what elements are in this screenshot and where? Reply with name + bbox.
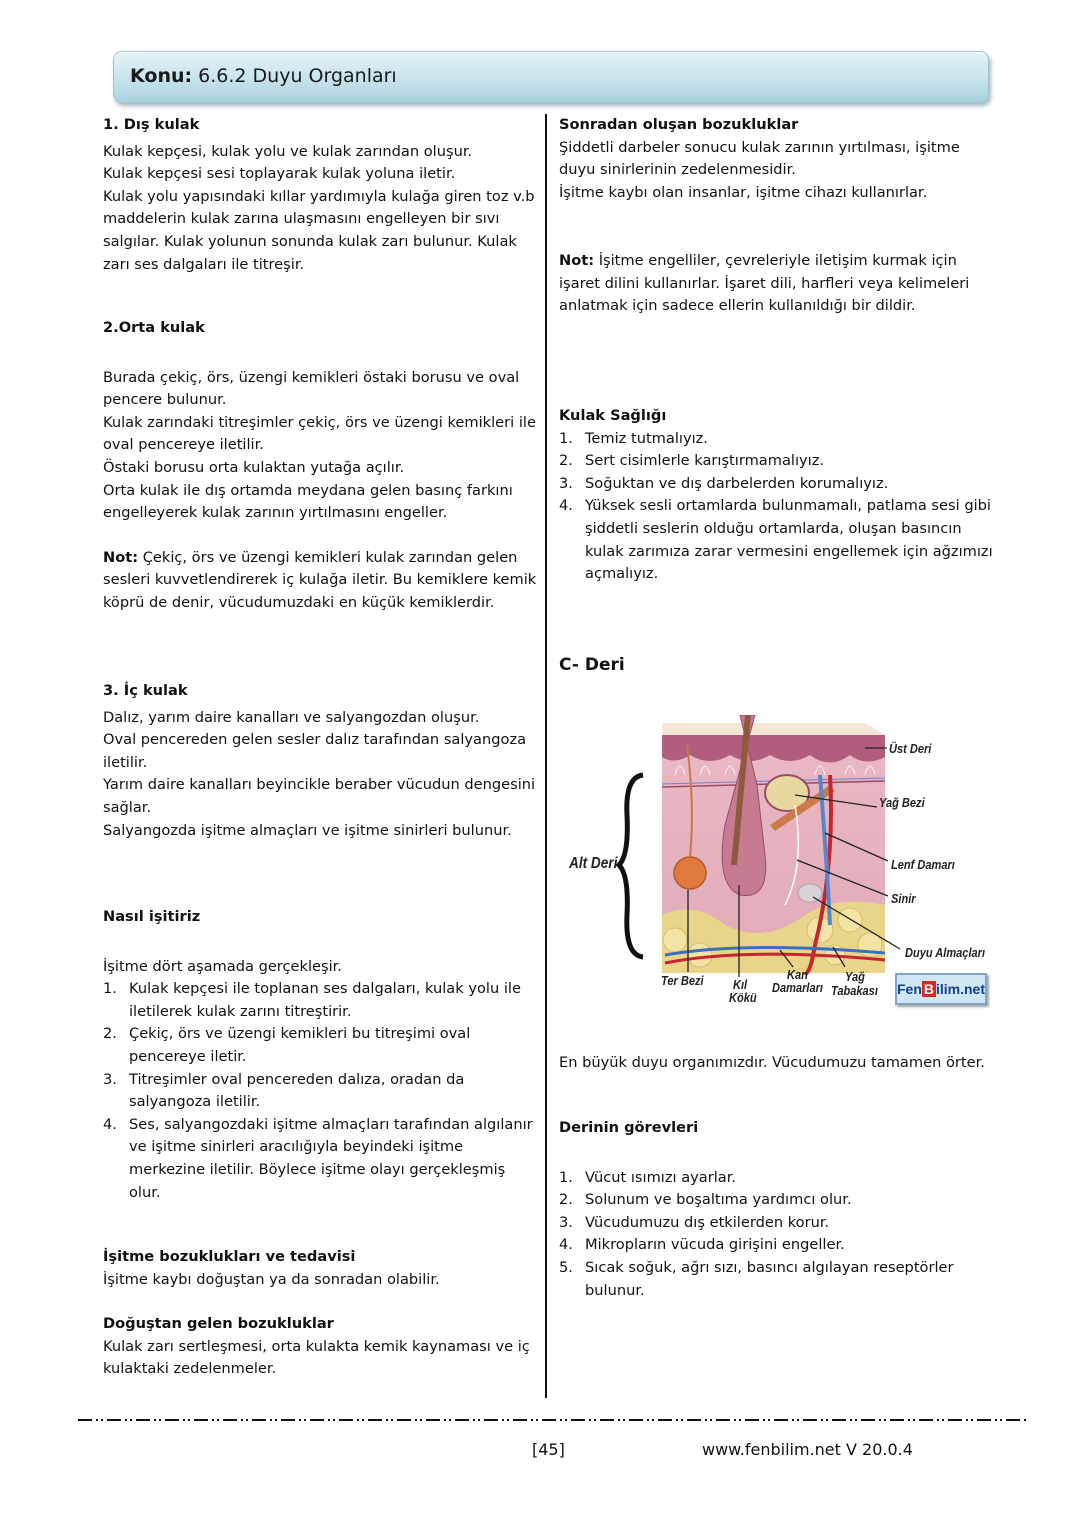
paragraph: En büyük duyu organımızdır. Vücudumuzu tamamen örter.: [559, 1054, 985, 1071]
label-kan-2: Damarları: [772, 980, 823, 995]
section-derinin-gorevleri: [559, 1117, 999, 1302]
list-item: 1. Temiz tutmalıyız.: [559, 429, 708, 447]
label-yag-tabakasi-2: Tabakası: [831, 983, 878, 998]
paragraph: Salyangozda işitme almaçları ve işitme sinirleri bulunur.: [103, 821, 512, 839]
paragraph: İşitme dört aşamada gerçekleşir.: [103, 957, 342, 975]
section-bozukluklar: [103, 1246, 539, 1381]
paragraph: Kulak yolu yapısındaki kıllar yardımıyla kulağa giren toz v.b maddelerin kulak zarına ulaşmasını engelleyen bir sıvı salgılar. Kulak yolunun sonunda kulak zarı bulunur. Kulak zarı ses dalgaları ile titreşir.: [103, 187, 535, 273]
note-text: İşitme engelliler, çevreleriyle iletişim kurmak için işaret dilini kullanırlar. İşaret dili, harfleri veya kelimeleri anlatmak için sadece ellerin kullanıldığı bir dildir.: [559, 252, 970, 315]
label-ust-deri: Üst Deri: [889, 741, 932, 756]
list-item: 2. Çekiç, örs ve üzengi kemikleri bu titreşimi oval pencereye iletir.: [103, 1025, 471, 1065]
topic-header: [113, 51, 989, 103]
note-text: Çekiç, örs ve üzengi kemikleri kulak zarından gelen sesleri kuvvetlendirerek iç kulağa iletir. Bu kemiklere kemik köprü de denir, vücudumuzdaki en küçük kemiklerdir.: [103, 548, 537, 611]
page-number: [45]: [532, 1440, 565, 1459]
note: [559, 250, 999, 318]
section-nasil-isitiriz: [103, 906, 539, 1204]
list-item: 1. Kulak kepçesi ile toplanan ses dalgaları, kulak yolu ile iletilerek kulak zarını titreştirir.: [103, 980, 521, 1020]
list-item: 4. Yüksek sesli ortamlarda bulunmamalı, patlama sesi gibi şiddetli seslerin olduğu ortamlarda, oluşan basıncın kulak zarımıza zarar vermesini engellemek için ağzımızı açmalıyız.: [559, 497, 993, 583]
list-item: 5. Sıcak soğuk, ağrı sızı, basıncı algılayan reseptörler bulunur.: [559, 1258, 954, 1299]
note-label: Not:: [103, 548, 139, 566]
topic-label: Konu:: [130, 65, 193, 87]
label-yag-tabakasi-1: Yağ: [845, 969, 865, 984]
note-label: Not:: [559, 252, 595, 269]
label-alt-deri: Alt Deri: [569, 855, 618, 872]
section-sonradan: [559, 114, 999, 204]
section-heading: Sonradan oluşan bozukluklar: [559, 116, 799, 133]
list-item: 4. Mikropların vücuda girişini engeller.: [559, 1236, 845, 1254]
paragraph: Burada çekiç, örs, üzengi kemikleri östaki borusu ve oval pencere bulunur.: [103, 368, 520, 409]
list-item: 1. Vücut ısımızı ayarlar.: [559, 1168, 737, 1186]
paragraph: Orta kulak ile dış ortamda meydana gelen basınç farkını engelleyerek kulak zarının yırtılmasını engeller.: [103, 481, 513, 522]
health-list: [559, 428, 999, 586]
list-item: 3. Titreşimler oval pencereden dalıza, oradan da salyangoza iletilir.: [103, 1070, 465, 1111]
section-kulak-sagligi: [559, 405, 999, 586]
footer-dash-dot-line: [78, 1418, 1026, 1422]
paragraph: Kulak kepçesi, kulak yolu ve kulak zarından oluşur.: [103, 142, 473, 160]
list-item: 2. Sert cisimlerle karıştırmamalıyız.: [559, 452, 824, 470]
section-heading: 1. Dış kulak: [103, 116, 200, 133]
label-yag-bezi: Yağ Bezi: [879, 795, 925, 810]
topic-name: 6.6.2 Duyu Organları: [198, 65, 397, 87]
paragraph: Şiddetli darbeler sonucu kulak zarının yırtılması, işitme duyu sinirlerinin zedelenmesidir.: [559, 138, 960, 179]
label-kil-koku-1: Kıl: [733, 977, 748, 992]
list-item: 3. Vücudumuzu dış etkilerden korur.: [559, 1213, 830, 1231]
section-heading-deri: C- Deri: [559, 655, 625, 675]
section-heading: 2.Orta kulak: [103, 319, 205, 336]
section-ic-kulak: [103, 680, 539, 842]
list-item: 2. Solunum ve boşaltıma yardımcı olur.: [559, 1191, 852, 1209]
paragraph: Östaki borusu orta kulaktan yutağa açılır.: [103, 458, 405, 476]
section-orta-kulak: [103, 317, 539, 615]
label-ter-bezi: Ter Bezi: [661, 973, 704, 988]
label-kil-koku-2: Kökü: [729, 990, 757, 1005]
paragraph: Kulak zarındaki titreşimler çekiç, örs ve üzengi kemikleri ile oval pencereye iletilir.: [103, 413, 536, 454]
fenbilim-logo: Fen B ilim.net: [895, 973, 987, 1005]
paragraph: İşitme kaybı doğuştan ya da sonradan olabilir.: [103, 1270, 440, 1288]
list-item: 3. Soğuktan ve dış darbelerden korumalıyız.: [559, 474, 889, 492]
column-divider: [545, 114, 547, 1398]
section-heading: Doğuştan gelen bozukluklar: [103, 1315, 334, 1333]
section-heading: Kulak Sağlığı: [559, 407, 667, 424]
label-duyu-almaclari: Duyu Almaçları: [905, 945, 986, 960]
paragraph: Yarım daire kanalları beyincikle beraber vücudun dengesini sağlar.: [103, 776, 536, 816]
steps-list: [103, 978, 539, 1204]
functions-list: [559, 1167, 999, 1303]
label-lenf-damari: Lenf Damarı: [891, 857, 955, 872]
paragraph: Oval pencereden gelen sesler dalız tarafından salyangoza iletilir.: [103, 731, 527, 771]
section-heading: Derinin görevleri: [559, 1119, 699, 1136]
section-heading: 3. İç kulak: [103, 682, 188, 699]
site-version: www.fenbilim.net V 20.0.4: [702, 1440, 913, 1459]
section-dis-kulak: [103, 114, 539, 276]
label-kan-1: Kan: [787, 967, 808, 982]
label-sinir: Sinir: [891, 891, 916, 906]
section-heading: İşitme bozuklukları ve tedavisi: [103, 1248, 356, 1265]
paragraph: Kulak zarı sertleşmesi, orta kulakta kemik kaynaması ve iç kulaktaki zedelenmeler.: [103, 1337, 530, 1378]
section-heading: Nasıl işitiriz: [103, 908, 201, 925]
note: [103, 547, 539, 615]
paragraph: Dalız, yarım daire kanalları ve salyangozdan oluşur.: [103, 708, 480, 726]
list-item: 4. Ses, salyangozdaki işitme almaçları tarafından algılanır ve işitme sinirleri aracılığıyla beyindeki işitme merkezine iletilir. Böylece işitme olayı gerçekleşmiş olur.: [103, 1115, 533, 1201]
paragraph: Kulak kepçesi sesi toplayarak kulak yoluna iletir.: [103, 165, 456, 183]
paragraph: İşitme kaybı olan insanlar, işitme cihazı kullanırlar.: [559, 183, 928, 201]
skin-diagram: [565, 715, 995, 1015]
topic-title: [130, 65, 397, 87]
